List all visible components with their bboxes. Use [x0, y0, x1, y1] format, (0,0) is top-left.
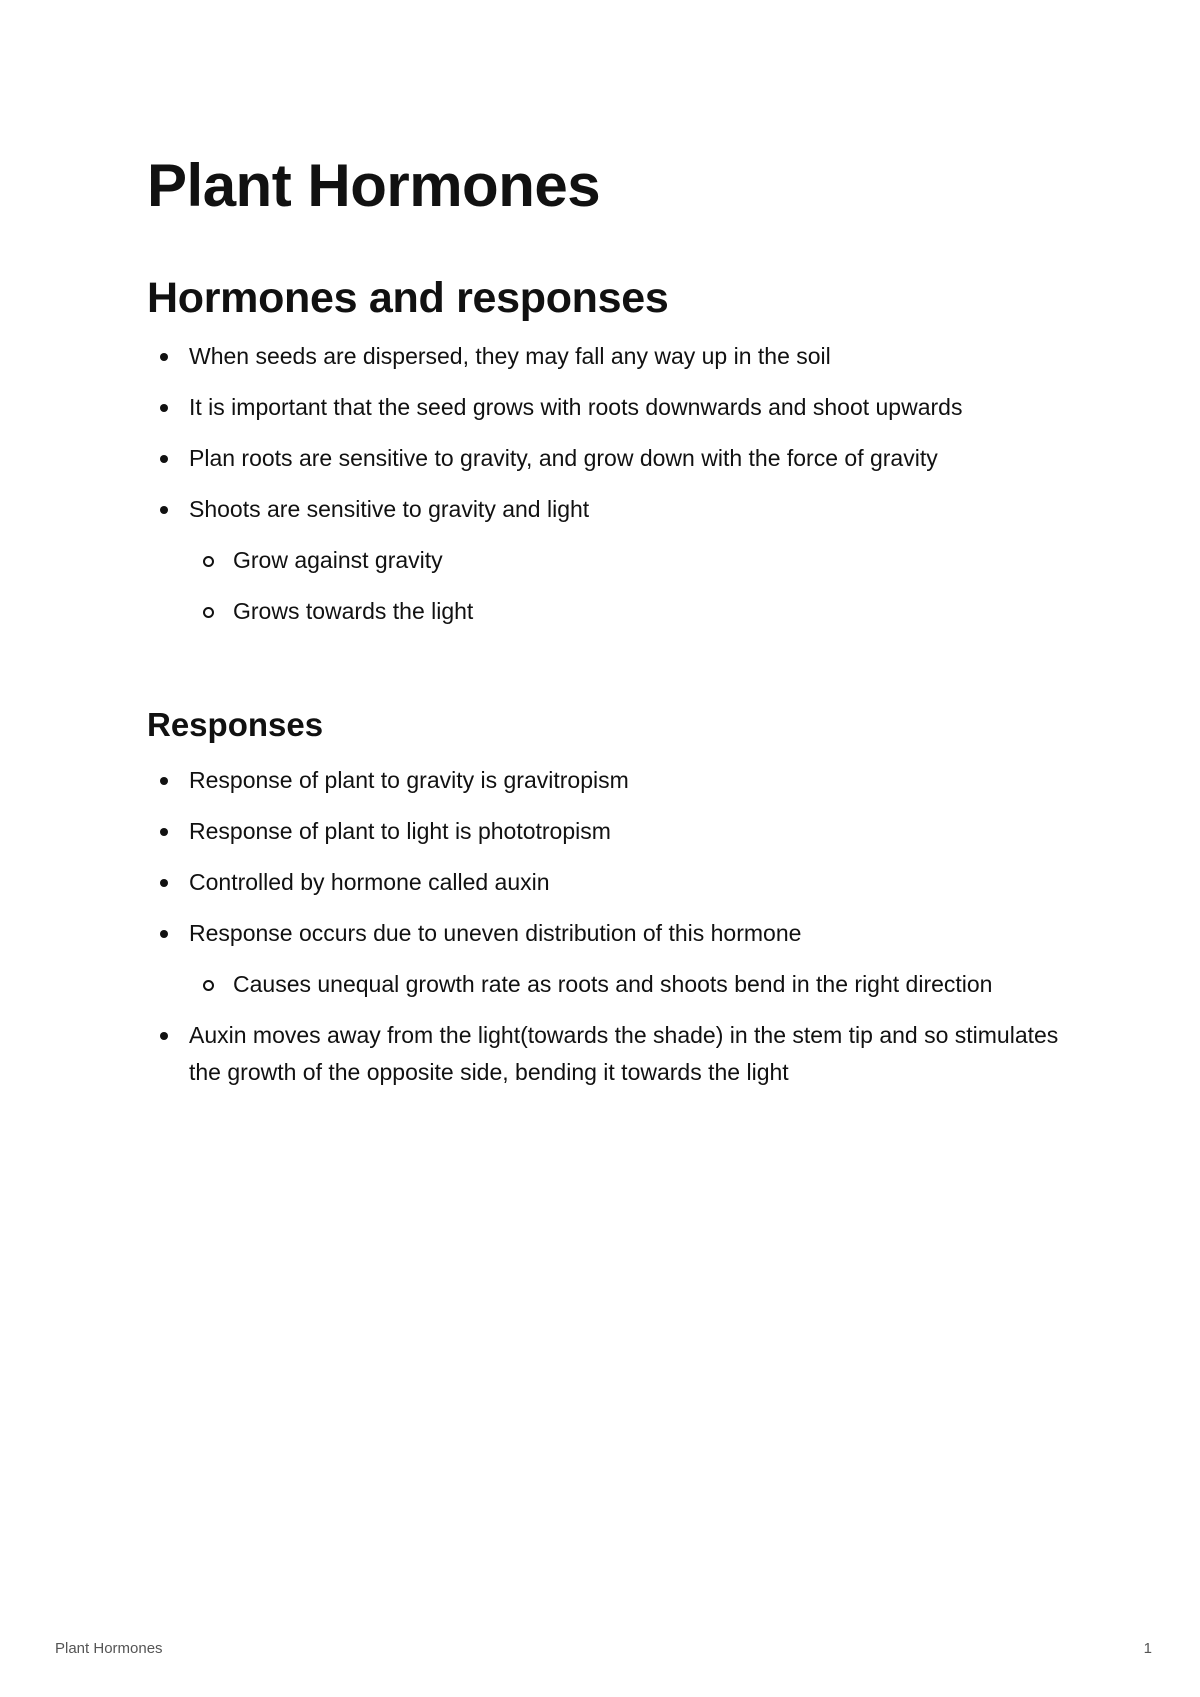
sub-list-item-text: Causes unequal growth rate as roots and shoots bend in the right direction	[233, 971, 993, 997]
list-item	[147, 491, 1067, 630]
section-heading-hormones-and-responses: Hormones and responses	[147, 274, 669, 322]
list-item	[147, 813, 1067, 850]
list-item	[147, 864, 1067, 901]
page-title: Plant Hormones	[147, 152, 601, 219]
sub-bullet-list	[189, 542, 1067, 630]
list-item-text: When seeds are dispersed, they may fall any way up in the soil	[189, 343, 831, 369]
sub-list-item-text: Grow against gravity	[233, 547, 443, 573]
list-item	[147, 1017, 1067, 1091]
list-item-text: Plan roots are sensitive to gravity, and grow down with the force of gravity	[189, 445, 938, 471]
sub-bullet-list	[189, 966, 1067, 1003]
section-heading-responses: Responses	[147, 706, 324, 743]
list-item	[147, 440, 1067, 477]
list-item	[147, 762, 1067, 799]
list-item-text: It is important that the seed grows with roots downwards and shoot upwards	[189, 394, 963, 420]
section2-bullet-list	[147, 762, 1067, 1105]
list-item-text: Auxin moves away from the light(towards the shade) in the stem tip and so stimulates the growth of the opposite side, bending it towards the light	[189, 1022, 1059, 1085]
footer-document-name: Plant Hormones	[55, 1640, 163, 1657]
sub-list-item	[189, 966, 1067, 1003]
list-item	[147, 389, 1067, 426]
section1-bullet-list	[147, 338, 1067, 644]
list-item	[147, 338, 1067, 375]
footer-page-number: 1	[1143, 1640, 1152, 1657]
list-item-text: Response occurs due to uneven distribution of this hormone	[189, 920, 802, 946]
list-item	[147, 915, 1067, 1003]
sub-list-item	[189, 542, 1067, 579]
list-item-text: Response of plant to gravity is gravitropism	[189, 767, 629, 793]
list-item-text: Controlled by hormone called auxin	[189, 869, 550, 895]
sub-list-item	[189, 593, 1067, 630]
sub-list-item-text: Grows towards the light	[233, 598, 474, 624]
list-item-text: Response of plant to light is phototropism	[189, 818, 611, 844]
list-item-text: Shoots are sensitive to gravity and light	[189, 496, 590, 522]
